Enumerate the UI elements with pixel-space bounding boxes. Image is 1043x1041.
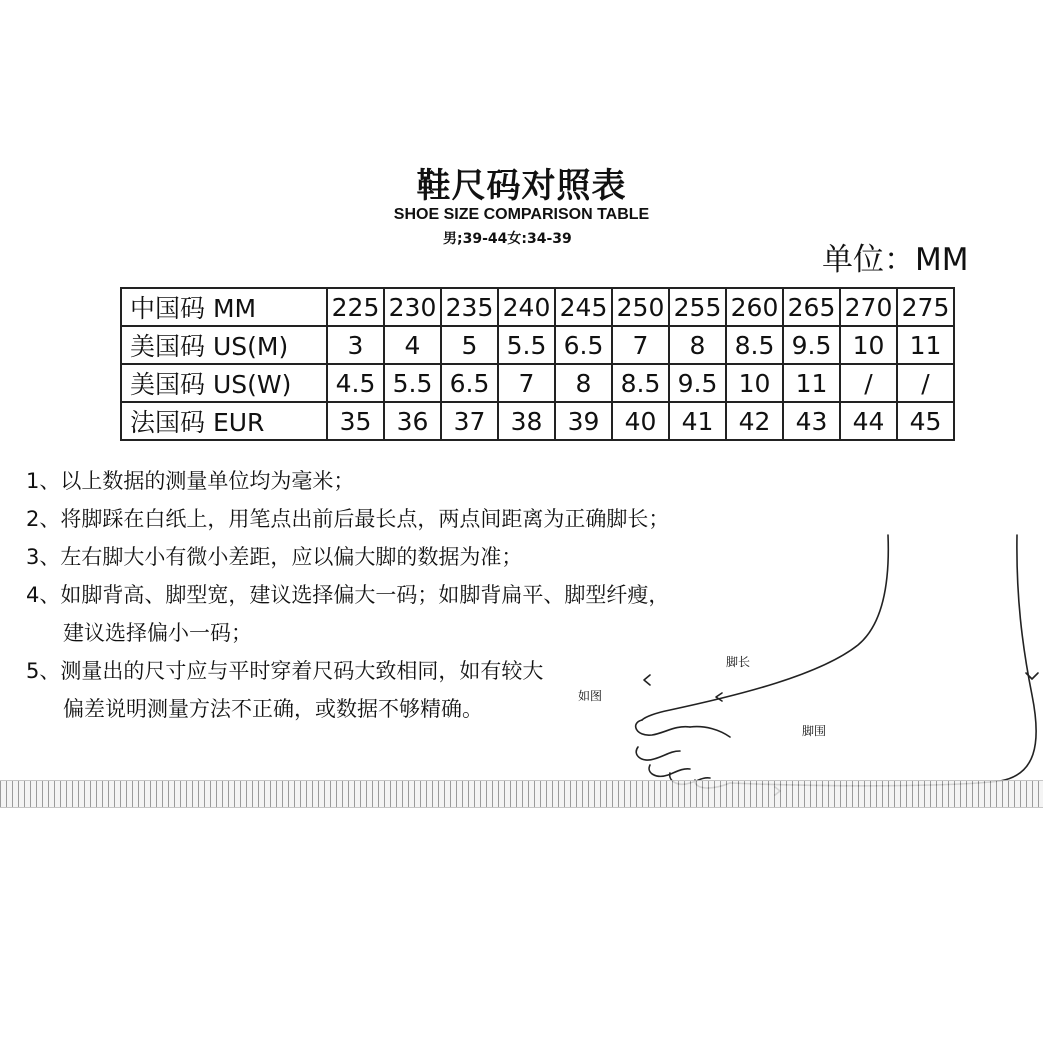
- table-cell: 275: [897, 288, 954, 326]
- table-cell: 235: [441, 288, 498, 326]
- table-row: [121, 402, 954, 440]
- figure-label: 如图: [578, 689, 603, 703]
- table-cell: 9.5: [783, 326, 840, 364]
- table-cell: 4.5: [327, 364, 384, 402]
- table-cell: 10: [726, 364, 783, 402]
- table-cell: 240: [498, 288, 555, 326]
- table-cell: 3: [327, 326, 384, 364]
- table-cell: 7: [498, 364, 555, 402]
- table-cell: 225: [327, 288, 384, 326]
- table-cell: 11: [783, 364, 840, 402]
- table-cell: 9.5: [669, 364, 726, 402]
- foot-length-label: 脚长: [726, 655, 751, 669]
- table-cell: 11: [897, 326, 954, 364]
- table-row: [121, 326, 954, 364]
- row-label: 法国码 EUR: [121, 402, 327, 440]
- table-cell: 230: [384, 288, 441, 326]
- note-line-4-continued: 建议选择偏小一码；: [63, 621, 252, 645]
- table-cell: 8.5: [612, 364, 669, 402]
- ruler-strip: [0, 780, 1043, 808]
- row-label: 美国码 US(M): [121, 326, 327, 364]
- table-cell: 6.5: [555, 326, 612, 364]
- table-cell: 6.5: [441, 364, 498, 402]
- table-row: [121, 288, 954, 326]
- table-cell: 38: [498, 402, 555, 440]
- page-title: 鞋尺码对照表: [416, 166, 627, 206]
- table-cell: 41: [669, 402, 726, 440]
- unit-label: 单位：MM: [822, 242, 969, 278]
- table-cell: 40: [612, 402, 669, 440]
- size-comparison-table: [120, 287, 955, 441]
- table-cell: /: [840, 364, 897, 402]
- note-line-5-continued: 偏差说明测量方法不正确，或数据不够精确。: [63, 697, 483, 721]
- foot-girth-label: 脚围: [802, 724, 827, 738]
- table-cell: 260: [726, 288, 783, 326]
- table-cell: 43: [783, 402, 840, 440]
- table-cell: 7: [612, 326, 669, 364]
- table-cell: 5: [441, 326, 498, 364]
- table-cell: 255: [669, 288, 726, 326]
- table-cell: 8: [555, 364, 612, 402]
- table-cell: 4: [384, 326, 441, 364]
- table-cell: 5.5: [498, 326, 555, 364]
- note-line-3: 3、左右脚大小有微小差距，应以偏大脚的数据为准；: [26, 545, 523, 569]
- table-cell: 5.5: [384, 364, 441, 402]
- table-cell: /: [897, 364, 954, 402]
- english-subtitle: SHOE SIZE COMPARISON TABLE: [393, 206, 650, 223]
- table-cell: 245: [555, 288, 612, 326]
- table-cell: 44: [840, 402, 897, 440]
- table-cell: 265: [783, 288, 840, 326]
- table-cell: 8: [669, 326, 726, 364]
- row-label: 中国码 MM: [121, 288, 327, 326]
- table-cell: 250: [612, 288, 669, 326]
- foot-outline-icon: [570, 525, 1043, 800]
- row-label: 美国码 US(W): [121, 364, 327, 402]
- table-cell: 36: [384, 402, 441, 440]
- table-cell: 45: [897, 402, 954, 440]
- table-row: [121, 364, 954, 402]
- table-cell: 37: [441, 402, 498, 440]
- note-line-4: 4、如脚背高、脚型宽，建议选择偏大一码；如脚背扁平、脚型纤瘦，: [26, 583, 670, 607]
- table-cell: 35: [327, 402, 384, 440]
- table-cell: 10: [840, 326, 897, 364]
- foot-illustration: [570, 525, 1043, 800]
- note-line-1: 1、以上数据的测量单位均为毫米；: [26, 469, 355, 493]
- note-line-5: 5、测量出的尺寸应与平时穿着尺码大致相同，如有较大: [26, 659, 544, 683]
- table-cell: 8.5: [726, 326, 783, 364]
- table-cell: 39: [555, 402, 612, 440]
- table-cell: 42: [726, 402, 783, 440]
- gender-size-range: 男;39-44女:34-39: [443, 231, 572, 247]
- table-cell: 270: [840, 288, 897, 326]
- note-line-2: 2、将脚踩在白纸上，用笔点出前后最长点，两点间距离为正确脚长；: [26, 507, 670, 531]
